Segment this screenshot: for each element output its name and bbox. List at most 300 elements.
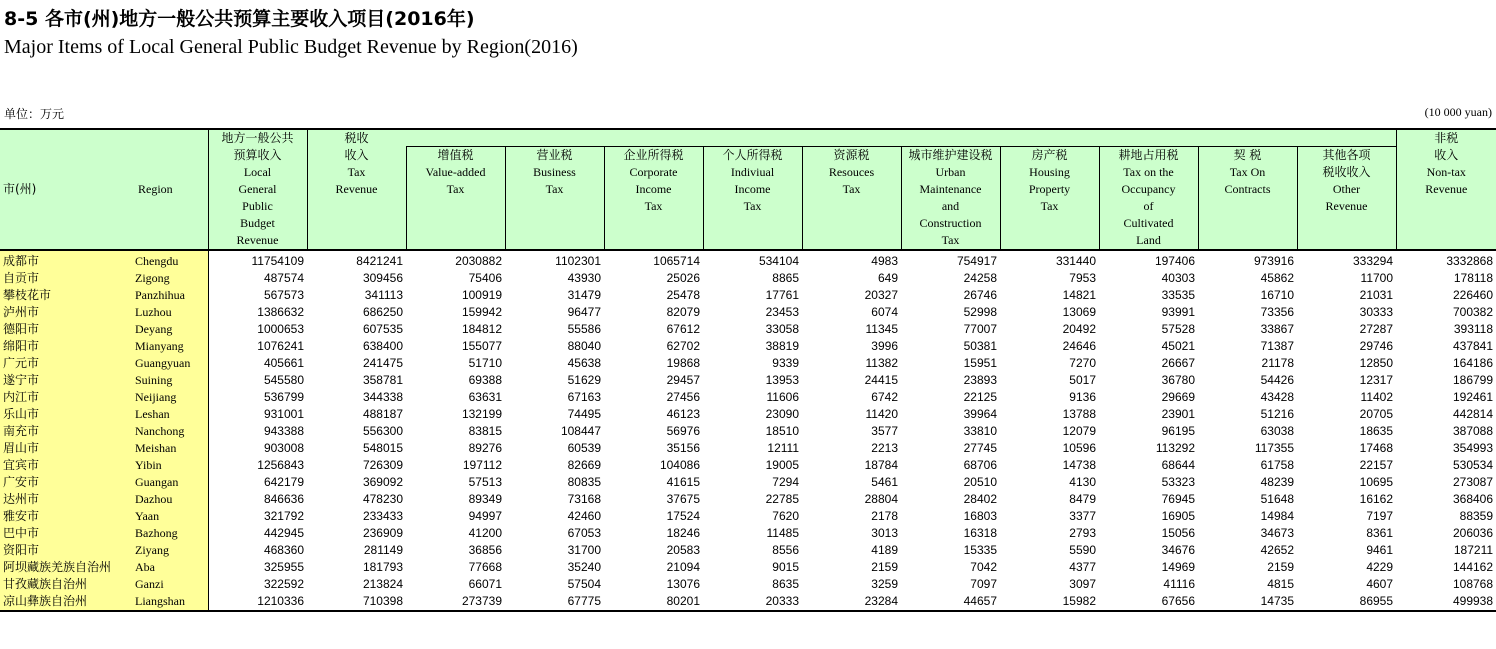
header-text-line: 地方一般公共 bbox=[221, 131, 294, 145]
header-text-line: Budget bbox=[240, 216, 275, 230]
row-city-cn: 乐山市 bbox=[0, 406, 135, 423]
row-city-cn: 眉山市 bbox=[0, 440, 135, 457]
row-value: 649 bbox=[877, 271, 898, 285]
row-value: 12850 bbox=[1359, 356, 1394, 370]
row-value: 181793 bbox=[362, 560, 403, 574]
row-value: 206036 bbox=[1452, 526, 1494, 540]
row-value: 74495 bbox=[567, 407, 601, 421]
row-value: 387088 bbox=[1452, 424, 1494, 438]
row-value: 233433 bbox=[362, 509, 403, 523]
row-value: 3332868 bbox=[1446, 254, 1494, 268]
row-value: 1256843 bbox=[257, 458, 304, 472]
row-value: 73168 bbox=[567, 492, 601, 506]
header-text-line: Local bbox=[243, 165, 272, 179]
row-value: 548015 bbox=[362, 441, 403, 455]
header-text-line: 税收 bbox=[344, 131, 369, 145]
row-value: 23893 bbox=[963, 373, 997, 387]
row-value: 82669 bbox=[567, 458, 601, 472]
header-text-line: Income bbox=[734, 181, 771, 196]
row-value: 31479 bbox=[567, 288, 601, 302]
row-value: 14738 bbox=[1062, 458, 1096, 472]
row-value: 13788 bbox=[1062, 407, 1096, 421]
row-value: 80201 bbox=[604, 593, 703, 611]
row-value: 9136 bbox=[1069, 390, 1096, 404]
header-text-line: Tax bbox=[446, 181, 465, 196]
row-value: 88040 bbox=[567, 339, 601, 353]
row-value: 487574 bbox=[263, 271, 304, 285]
row-value: 437841 bbox=[1452, 339, 1494, 353]
row-value: 1102301 bbox=[555, 254, 601, 268]
row-region-en: Suining bbox=[135, 372, 208, 389]
row-value: 22157 bbox=[1359, 458, 1394, 472]
row-value: 45862 bbox=[1260, 271, 1294, 285]
row-value: 67775 bbox=[505, 593, 604, 611]
row-value: 11420 bbox=[865, 407, 898, 421]
row-region-en: Neijiang bbox=[135, 389, 208, 406]
row-value: 607535 bbox=[362, 322, 403, 336]
row-value: 57504 bbox=[567, 577, 601, 591]
row-value: 273087 bbox=[1452, 475, 1494, 489]
row-value: 28804 bbox=[864, 492, 898, 506]
row-value: 16710 bbox=[1260, 288, 1294, 302]
row-value: 100919 bbox=[461, 288, 502, 302]
row-value: 2159 bbox=[871, 560, 898, 574]
row-value: 17524 bbox=[666, 509, 700, 523]
header-city-cn: 市(州) bbox=[0, 129, 135, 250]
row-value: 7620 bbox=[772, 509, 799, 523]
row-value: 943388 bbox=[263, 424, 304, 438]
row-city-cn: 甘孜藏族自治州 bbox=[0, 576, 135, 593]
row-value: 20333 bbox=[703, 593, 802, 611]
row-value: 7042 bbox=[970, 560, 997, 574]
row-value: 19005 bbox=[765, 458, 799, 472]
row-value: 23453 bbox=[765, 305, 799, 319]
row-value: 567573 bbox=[263, 288, 304, 302]
row-value: 44657 bbox=[901, 593, 1000, 611]
row-city-cn: 成都市 bbox=[0, 250, 135, 270]
row-value: 37675 bbox=[666, 492, 700, 506]
header-text-line: Revenue bbox=[236, 233, 279, 247]
row-value: 43930 bbox=[567, 271, 601, 285]
row-value: 7197 bbox=[1366, 509, 1394, 523]
row-value: 36856 bbox=[468, 543, 502, 557]
row-value: 3259 bbox=[871, 577, 898, 591]
row-city-cn: 内江市 bbox=[0, 389, 135, 406]
row-value: 15982 bbox=[1000, 593, 1099, 611]
row-value: 15335 bbox=[963, 543, 997, 557]
row-value: 8421241 bbox=[356, 254, 403, 268]
row-value: 1210336 bbox=[208, 593, 307, 611]
row-value: 241475 bbox=[362, 356, 403, 370]
row-value: 43428 bbox=[1260, 390, 1294, 404]
row-value: 903008 bbox=[263, 441, 304, 455]
header-text-line: Cultivated bbox=[1123, 215, 1174, 230]
header-text-line: 收入 bbox=[344, 148, 369, 162]
header-text-line: Tax bbox=[1040, 198, 1059, 213]
row-value: 75406 bbox=[468, 271, 502, 285]
row-value: 7270 bbox=[1069, 356, 1096, 370]
row-value: 25478 bbox=[666, 288, 700, 302]
row-city-cn: 凉山彝族自治州 bbox=[0, 593, 135, 611]
row-city-cn: 阿坝藏族羌族自治州 bbox=[0, 559, 135, 576]
row-value: 76945 bbox=[1161, 492, 1195, 506]
table-row bbox=[0, 250, 1496, 270]
header-text-line: Property bbox=[1028, 181, 1071, 196]
header-text-line: 契 税 bbox=[1233, 147, 1262, 162]
table-row bbox=[0, 389, 1496, 406]
row-value: 89349 bbox=[468, 492, 502, 506]
row-value: 1000653 bbox=[257, 322, 304, 336]
header-text-line: Tax bbox=[644, 198, 663, 213]
row-value: 325955 bbox=[263, 560, 304, 574]
row-value: 405661 bbox=[263, 356, 304, 370]
row-value: 23284 bbox=[802, 593, 901, 611]
row-region-en: Mianyang bbox=[135, 338, 208, 355]
header-text-line: of bbox=[1143, 198, 1154, 213]
row-region-en: Panzhihua bbox=[135, 287, 208, 304]
header-text-line: General bbox=[238, 182, 277, 196]
row-value: 1076241 bbox=[257, 339, 304, 353]
row-value: 54426 bbox=[1260, 373, 1294, 387]
row-value: 29457 bbox=[666, 373, 700, 387]
row-region-en: Yaan bbox=[135, 508, 208, 525]
row-region-en: Luzhou bbox=[135, 304, 208, 321]
row-value: 15951 bbox=[963, 356, 997, 370]
row-value: 309456 bbox=[362, 271, 403, 285]
row-value: 67053 bbox=[567, 526, 601, 540]
row-region-en: Nanchong bbox=[135, 423, 208, 440]
row-value: 57513 bbox=[468, 475, 502, 489]
row-value: 11606 bbox=[766, 390, 799, 404]
header-text-line: 企业所得税 bbox=[623, 147, 684, 162]
header-text-line: Corporate bbox=[629, 164, 678, 179]
row-value: 12317 bbox=[1359, 373, 1394, 387]
row-value: 29746 bbox=[1359, 339, 1394, 353]
row-value: 4229 bbox=[1366, 560, 1394, 574]
row-value: 94997 bbox=[468, 509, 502, 523]
row-value: 159942 bbox=[461, 305, 502, 319]
row-value: 22125 bbox=[963, 390, 997, 404]
row-value: 11382 bbox=[865, 356, 898, 370]
row-value: 164186 bbox=[1452, 356, 1494, 370]
table-row bbox=[0, 304, 1496, 321]
row-value: 16162 bbox=[1359, 492, 1394, 506]
header-urban-construction-tax bbox=[901, 146, 1000, 250]
row-value: 21094 bbox=[666, 560, 700, 574]
row-value: 14969 bbox=[1161, 560, 1195, 574]
row-value: 26667 bbox=[1161, 356, 1195, 370]
row-value: 726309 bbox=[362, 458, 403, 472]
row-city-cn: 广安市 bbox=[0, 474, 135, 491]
row-value: 83815 bbox=[468, 424, 502, 438]
row-city-cn: 攀枝花市 bbox=[0, 287, 135, 304]
table-row bbox=[0, 406, 1496, 423]
row-value: 973916 bbox=[1253, 254, 1294, 268]
row-value: 197406 bbox=[1154, 254, 1195, 268]
row-value: 17761 bbox=[765, 288, 799, 302]
table-title-en: Major Items of Local General Public Budget Revenue by Region(2016) bbox=[4, 36, 578, 58]
row-value: 4377 bbox=[1069, 560, 1096, 574]
row-value: 27456 bbox=[666, 390, 700, 404]
row-value: 28402 bbox=[963, 492, 997, 506]
header-text-line: and bbox=[941, 198, 960, 213]
row-value: 341113 bbox=[364, 288, 403, 302]
row-value: 8479 bbox=[1069, 492, 1096, 506]
row-value: 7953 bbox=[1069, 271, 1096, 285]
row-value: 69388 bbox=[468, 373, 502, 387]
row-region-en: Chengdu bbox=[135, 250, 208, 270]
row-value: 21031 bbox=[1359, 288, 1394, 302]
header-resources-tax bbox=[802, 146, 901, 250]
row-value: 7097 bbox=[970, 577, 997, 591]
header-individual-income-tax bbox=[703, 146, 802, 250]
table-body bbox=[0, 250, 1496, 611]
header-text-line: Other bbox=[1332, 181, 1361, 196]
row-value: 11754109 bbox=[251, 254, 304, 268]
row-value: 331440 bbox=[1055, 254, 1096, 268]
row-value: 51216 bbox=[1260, 407, 1294, 421]
table-row bbox=[0, 372, 1496, 389]
row-value: 14821 bbox=[1062, 288, 1096, 302]
row-value: 39964 bbox=[963, 407, 997, 421]
row-value: 236909 bbox=[362, 526, 403, 540]
row-value: 34673 bbox=[1260, 526, 1294, 540]
row-value: 61758 bbox=[1260, 458, 1294, 472]
header-text-line: Urban bbox=[935, 164, 966, 179]
row-value: 41116 bbox=[1163, 577, 1195, 591]
row-region-en: Ziyang bbox=[135, 542, 208, 559]
header-region: Region bbox=[135, 129, 208, 250]
row-value: 46123 bbox=[666, 407, 700, 421]
header-corporate-income-tax bbox=[604, 146, 703, 250]
row-city-cn: 泸州市 bbox=[0, 304, 135, 321]
row-value: 638400 bbox=[362, 339, 403, 353]
row-value: 931001 bbox=[263, 407, 304, 421]
row-value: 17468 bbox=[1359, 441, 1394, 455]
row-value: 16803 bbox=[963, 509, 997, 523]
row-value: 5461 bbox=[871, 475, 898, 489]
row-region-en: Aba bbox=[135, 559, 208, 576]
row-value: 20327 bbox=[864, 288, 898, 302]
row-city-cn: 达州市 bbox=[0, 491, 135, 508]
row-value: 27287 bbox=[1359, 322, 1394, 336]
row-value: 20492 bbox=[1062, 322, 1096, 336]
row-value: 67163 bbox=[567, 390, 601, 404]
row-value: 41200 bbox=[468, 526, 502, 540]
row-value: 24258 bbox=[963, 271, 997, 285]
row-value: 11485 bbox=[766, 526, 799, 540]
row-value: 33810 bbox=[963, 424, 997, 438]
table-row bbox=[0, 593, 1496, 611]
row-value: 213824 bbox=[362, 577, 403, 591]
row-value: 60539 bbox=[567, 441, 601, 455]
row-city-cn: 巴中市 bbox=[0, 525, 135, 542]
row-region-en: Yibin bbox=[135, 457, 208, 474]
header-business-tax bbox=[505, 146, 604, 250]
row-value: 96195 bbox=[1161, 424, 1195, 438]
row-value: 488187 bbox=[362, 407, 403, 421]
row-value: 354993 bbox=[1452, 441, 1494, 455]
row-value: 89276 bbox=[468, 441, 502, 455]
row-city-cn: 绵阳市 bbox=[0, 338, 135, 355]
row-value: 51710 bbox=[468, 356, 502, 370]
row-value: 30333 bbox=[1359, 305, 1394, 319]
row-value: 226460 bbox=[1452, 288, 1494, 302]
header-text-line: 收入 bbox=[1434, 148, 1459, 162]
table-title-cn: 8-5 各市(州)地方一般公共预算主要收入项目(2016年) bbox=[4, 8, 475, 30]
row-value: 77668 bbox=[468, 560, 502, 574]
row-value: 2159 bbox=[1267, 560, 1294, 574]
row-value: 24646 bbox=[1062, 339, 1096, 353]
header-text-line: Occupancy bbox=[1121, 181, 1176, 196]
row-value: 18784 bbox=[864, 458, 898, 472]
row-city-cn: 德阳市 bbox=[0, 321, 135, 338]
row-value: 4607 bbox=[1366, 577, 1394, 591]
row-value: 534104 bbox=[758, 254, 799, 268]
header-text-line: Tax bbox=[347, 165, 366, 179]
row-value: 155077 bbox=[461, 339, 502, 353]
row-value: 11700 bbox=[1360, 271, 1394, 285]
header-text-line: Land bbox=[1136, 232, 1161, 247]
unit-label-cn: 单位：万元 bbox=[4, 107, 65, 121]
row-value: 4815 bbox=[1267, 577, 1294, 591]
table-row bbox=[0, 525, 1496, 542]
row-value: 14984 bbox=[1260, 509, 1294, 523]
row-value: 1386632 bbox=[257, 305, 304, 319]
row-value: 11402 bbox=[1360, 390, 1394, 404]
row-value: 68706 bbox=[963, 458, 997, 472]
row-value: 40303 bbox=[1161, 271, 1195, 285]
row-value: 3097 bbox=[1069, 577, 1096, 591]
header-text-line: 其他各项 bbox=[1322, 147, 1371, 162]
row-value: 5590 bbox=[1069, 543, 1096, 557]
table-row bbox=[0, 559, 1496, 576]
row-value: 8361 bbox=[1366, 526, 1394, 540]
row-value: 22785 bbox=[765, 492, 799, 506]
row-value: 6074 bbox=[871, 305, 898, 319]
header-other-tax-revenue bbox=[1297, 146, 1396, 250]
row-value: 2178 bbox=[871, 509, 898, 523]
header-total-revenue bbox=[208, 129, 307, 250]
row-value: 333294 bbox=[1352, 254, 1394, 268]
header-contracts-tax bbox=[1198, 146, 1297, 250]
row-value: 53323 bbox=[1161, 475, 1195, 489]
row-value: 66071 bbox=[468, 577, 502, 591]
row-value: 12111 bbox=[767, 441, 799, 455]
row-value: 9339 bbox=[772, 356, 799, 370]
row-value: 530534 bbox=[1452, 458, 1494, 472]
row-region-en: Ganzi bbox=[135, 576, 208, 593]
row-value: 56976 bbox=[666, 424, 700, 438]
row-city-cn: 资阳市 bbox=[0, 542, 135, 559]
row-value: 3996 bbox=[871, 339, 898, 353]
row-city-cn: 雅安市 bbox=[0, 508, 135, 525]
row-value: 33867 bbox=[1260, 322, 1294, 336]
row-value: 321792 bbox=[263, 509, 304, 523]
table-row bbox=[0, 287, 1496, 304]
row-value: 33535 bbox=[1161, 288, 1195, 302]
header-text-line: Tax on the bbox=[1123, 164, 1174, 179]
row-value: 10695 bbox=[1359, 475, 1394, 489]
row-value: 7294 bbox=[772, 475, 799, 489]
row-value: 33058 bbox=[765, 322, 799, 336]
row-value: 20510 bbox=[963, 475, 997, 489]
row-region-en: Bazhong bbox=[135, 525, 208, 542]
row-city-cn: 遂宁市 bbox=[0, 372, 135, 389]
row-value: 20705 bbox=[1359, 407, 1394, 421]
row-value: 86955 bbox=[1297, 593, 1396, 611]
header-text-line: Indiviual bbox=[730, 164, 775, 179]
row-value: 754917 bbox=[956, 254, 997, 268]
row-value: 108447 bbox=[560, 424, 601, 438]
row-value: 73356 bbox=[1260, 305, 1294, 319]
header-text-line: Revenue bbox=[1325, 198, 1368, 213]
row-value: 468360 bbox=[263, 543, 304, 557]
row-value: 132199 bbox=[461, 407, 502, 421]
row-region-en: Zigong bbox=[135, 270, 208, 287]
row-value: 186799 bbox=[1452, 373, 1494, 387]
row-value: 96477 bbox=[567, 305, 601, 319]
row-value: 10596 bbox=[1062, 441, 1096, 455]
row-value: 18246 bbox=[666, 526, 700, 540]
header-text-line: Value-added bbox=[425, 164, 486, 179]
header-text-line: Tax bbox=[545, 181, 564, 196]
row-value: 23090 bbox=[765, 407, 799, 421]
row-value: 368406 bbox=[1452, 492, 1494, 506]
row-value: 36780 bbox=[1161, 373, 1195, 387]
row-value: 3577 bbox=[871, 424, 898, 438]
row-value: 2213 bbox=[871, 441, 898, 455]
row-value: 93991 bbox=[1161, 305, 1195, 319]
row-value: 8635 bbox=[772, 577, 799, 591]
header-text-line: Business bbox=[533, 164, 576, 179]
row-value: 846636 bbox=[263, 492, 304, 506]
header-text-line: 预算收入 bbox=[233, 148, 282, 162]
row-value: 48239 bbox=[1260, 475, 1294, 489]
row-value: 18635 bbox=[1359, 424, 1394, 438]
row-value: 8556 bbox=[772, 543, 799, 557]
header-tax-revenue bbox=[307, 129, 406, 250]
header-cultivated-land-tax bbox=[1099, 146, 1198, 250]
table-row bbox=[0, 270, 1496, 287]
row-value: 68644 bbox=[1161, 458, 1195, 472]
row-region-en: Deyang bbox=[135, 321, 208, 338]
row-value: 3013 bbox=[871, 526, 898, 540]
row-value: 52998 bbox=[963, 305, 997, 319]
row-value: 2030882 bbox=[455, 254, 502, 268]
row-value: 113292 bbox=[1155, 441, 1195, 455]
row-value: 9461 bbox=[1366, 543, 1394, 557]
row-value: 187211 bbox=[1453, 543, 1494, 557]
row-value: 50381 bbox=[963, 339, 997, 353]
row-value: 42460 bbox=[567, 509, 601, 523]
row-region-en: Dazhou bbox=[135, 491, 208, 508]
header-text-line: Non-tax bbox=[1426, 165, 1466, 179]
row-value: 57528 bbox=[1161, 322, 1195, 336]
row-value: 4983 bbox=[871, 254, 898, 268]
unit-label-en: (10 000 yuan) bbox=[1424, 105, 1492, 119]
header-text-line: Construction bbox=[919, 215, 982, 230]
row-value: 6742 bbox=[871, 390, 898, 404]
header-text-line: Contracts bbox=[1224, 181, 1271, 196]
header-text-line: 房产税 bbox=[1031, 147, 1068, 162]
table-row bbox=[0, 457, 1496, 474]
row-value: 34676 bbox=[1161, 543, 1195, 557]
header-text-line: 营业税 bbox=[536, 147, 573, 162]
row-value: 322592 bbox=[263, 577, 304, 591]
header-housing-property-tax bbox=[1000, 146, 1099, 250]
table-row bbox=[0, 508, 1496, 525]
